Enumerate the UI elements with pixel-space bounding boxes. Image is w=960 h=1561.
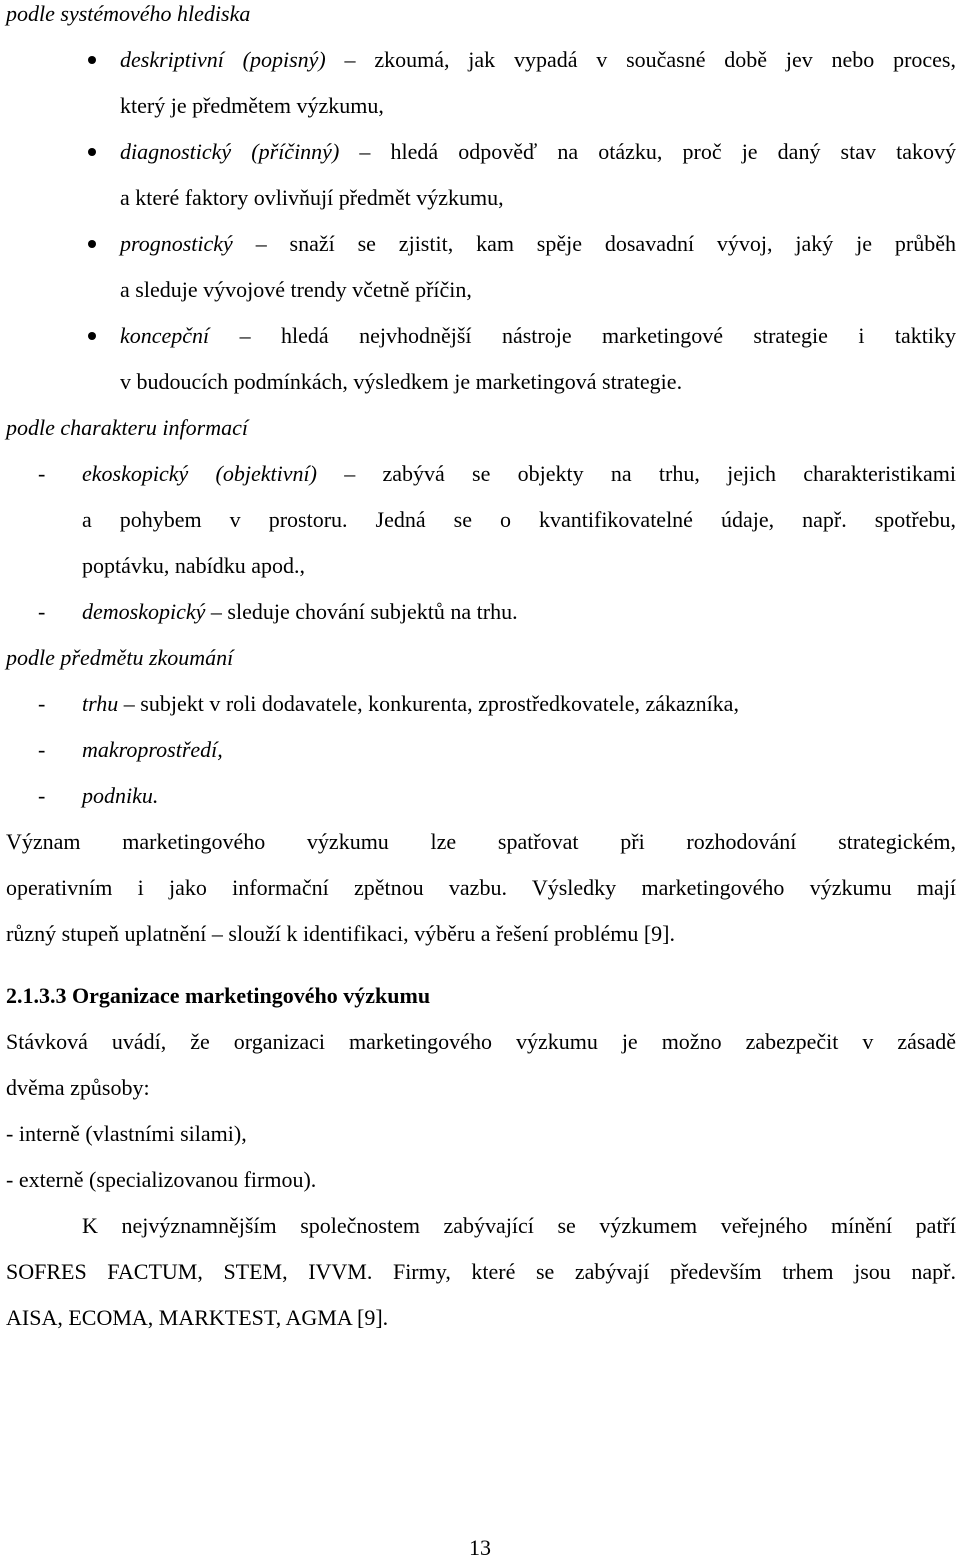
- paragraph-line: Stávková uvádí, že organizaci marketingového výzkumu je možno zabezpečit v zásadě: [6, 1029, 956, 1054]
- list-item-line: [120, 322, 956, 350]
- dash-marker: -: [38, 461, 46, 486]
- list-item-line: [82, 690, 739, 718]
- list-item-line: a sleduje vývojové trendy včetně příčin,: [120, 277, 472, 302]
- term: prognostický: [120, 231, 233, 256]
- paragraph-line: Význam marketingového výzkumu lze spatřovat při rozhodování strategickém,: [6, 829, 956, 854]
- section-heading-system: podle systémového hlediska: [6, 1, 251, 26]
- list-item-line: poptávku, nabídku apod.,: [82, 553, 306, 578]
- dash-marker: -: [38, 599, 46, 624]
- term: diagnostický (příčinný): [120, 139, 340, 164]
- list-item-line: který je předmětem výzkumu,: [120, 93, 384, 118]
- item-text: – zkoumá, jak vypadá v současné době jev nebo proces,: [325, 47, 956, 72]
- paragraph-line: K nejvýznamnějším společnostem zabývající se výzkumem veřejného mínění patří: [82, 1213, 956, 1238]
- term: demoskopický: [82, 599, 206, 624]
- list-item-line: podniku.: [82, 783, 159, 808]
- term: trhu: [82, 691, 119, 716]
- section-heading-information: podle charakteru informací: [6, 415, 248, 440]
- list-item-line: v budoucích podmínkách, výsledkem je marketingová strategie.: [120, 369, 683, 394]
- paragraph-line: různý stupeň uplatnění – slouží k identifikaci, výběru a řešení problému [9].: [6, 921, 675, 946]
- item-text: – zabývá se objekty na trhu, jejich charakteristikami: [316, 461, 956, 486]
- term: deskriptivní (popisný): [120, 47, 326, 72]
- dash-marker: -: [38, 691, 46, 716]
- list-item-line: [120, 230, 956, 258]
- paragraph-line: - externě (specializovanou firmou).: [6, 1167, 317, 1192]
- list-item-line: a pohybem v prostoru. Jedná se o kvantifikovatelné údaje, např. spotřebu,: [82, 507, 956, 532]
- term: ekoskopický (objektivní): [82, 461, 317, 486]
- bullet: [88, 332, 96, 340]
- item-text: – subjekt v roli dodavatele, konkurenta, zprostředkovatele, zákazníka,: [118, 691, 739, 716]
- item-text: – snaží se zjistit, kam spěje dosavadní vývoj, jaký je průběh: [232, 231, 956, 256]
- list-item-line: [120, 138, 956, 166]
- item-text: – hledá nejvhodnější nástroje marketingové strategie i taktiky: [209, 323, 956, 348]
- item-text: – hledá odpověď na otázku, proč je daný stav takový: [339, 139, 956, 164]
- term: koncepční: [120, 323, 210, 348]
- list-item-line: [82, 460, 956, 488]
- paragraph-line: AISA, ECOMA, MARKTEST, AGMA [9].: [6, 1305, 389, 1330]
- page-number: 13: [469, 1535, 491, 1560]
- dash-marker: -: [38, 783, 46, 808]
- section-heading-subject: podle předmětu zkoumání: [6, 645, 234, 670]
- section-title: 2.1.3.3 Organizace marketingového výzkumu: [6, 983, 431, 1008]
- bullet: [88, 148, 96, 156]
- paragraph-line: - interně (vlastními silami),: [6, 1121, 247, 1146]
- item-text: – sleduje chování subjektů na trhu.: [205, 599, 518, 624]
- paragraph-line: operativním i jako informační zpětnou vazbu. Výsledky marketingového výzkumu mají: [6, 875, 956, 900]
- paragraph-line: dvěma způsoby:: [6, 1075, 150, 1100]
- bullet: [88, 240, 96, 248]
- dash-marker: -: [38, 737, 46, 762]
- list-item-line: [82, 598, 518, 626]
- list-item-line: [120, 46, 956, 74]
- bullet: [88, 56, 96, 64]
- list-item-line: makroprostředí,: [82, 737, 223, 762]
- paragraph-line: SOFRES FACTUM, STEM, IVVM. Firmy, které se zabývají především trhem jsou např.: [6, 1259, 956, 1284]
- list-item-line: a které faktory ovlivňují předmět výzkumu,: [120, 185, 504, 210]
